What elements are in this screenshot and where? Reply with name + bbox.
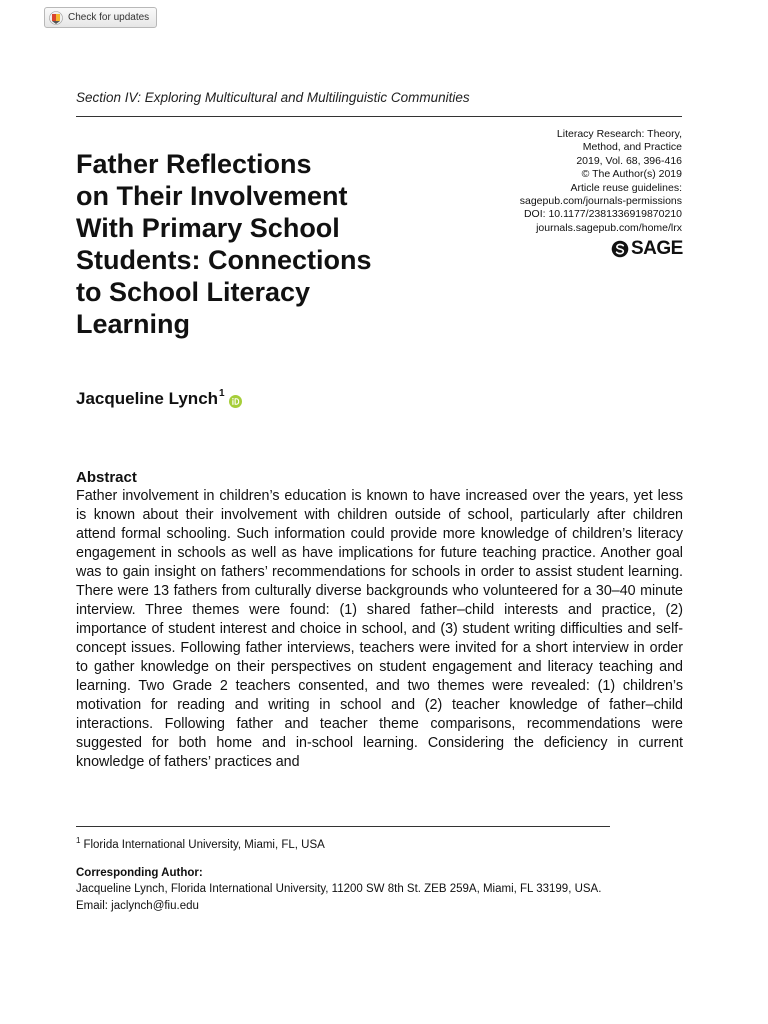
title-line: Father Reflections — [76, 149, 312, 179]
permissions-link[interactable]: sagepub.com/journals-permissions — [519, 195, 682, 208]
corresponding-author-heading: Corresponding Author: — [76, 867, 203, 879]
journal-volume: 2019, Vol. 68, 396-416 — [576, 154, 682, 167]
reuse-guidelines-label: Article reuse guidelines: — [570, 181, 682, 194]
title-line: to School Literacy — [76, 277, 311, 307]
sage-s-icon — [611, 240, 629, 258]
copyright: © The Author(s) 2019 — [581, 168, 682, 181]
journal-info — [462, 128, 682, 235]
section-header: Section IV: Exploring Multicultural and Multilinguistic Communities — [76, 90, 470, 105]
affiliation-mark: 1 — [76, 836, 81, 845]
sage-wordmark: SAGE — [631, 238, 683, 259]
sage-logo — [611, 238, 683, 260]
title-line: Students: Connections — [76, 245, 372, 275]
abstract-heading: Abstract — [76, 469, 137, 486]
journal-name-line-1: Literacy Research: Theory, — [556, 128, 682, 140]
check-for-updates-label: Check for updates — [68, 12, 150, 23]
author-line — [76, 389, 242, 409]
crossmark-icon — [49, 11, 63, 25]
abstract-text: Father involvement in children’s education is known to have increased over the years, yet less is known about their involvement with children outside of school, particularly after children attend formal schooling. Such information could provide more knowledge of children’s literacy engagement in schools as well as have implications for future teaching practice. Another goal was to gain insight on fathers’ recommendations for schools in order to assist student learning. There were 13 fathers from culturally diverse backgrounds who volunteered for a 30–40 minute interview. Three themes were found: (1) shared father–child interests and practice, (2) importance of student interest and choice in school, and (3) student writing difficulties and self-concept issues. Following father interviews, teachers were invited for a short interview in order to gather knowledge on their perspectives on student engagement and literacy teaching and learning. Two Grade 2 teachers consented, and two themes were revealed: (1) children’s motivation for reading and writing in school and (2) teacher knowledge of father–child interactions. Following father and teacher theme comparisons, recommendations were suggested for both home and in-school learning. Considering the deficiency in current knowledge of fathers’ practices and — [76, 488, 683, 770]
affiliation-footnote — [76, 836, 325, 851]
title-line: Learning — [76, 309, 191, 339]
title-line: on Their Involvement — [76, 181, 348, 211]
author-name[interactable]: Jacqueline Lynch — [76, 389, 219, 408]
journal-homepage-link[interactable]: journals.sagepub.com/home/lrx — [536, 221, 682, 234]
corresponding-author-email[interactable]: Email: jaclynch@fiu.edu — [76, 900, 199, 912]
title-line: With Primary School — [76, 213, 340, 243]
corresponding-author-address: Jacqueline Lynch, Florida International University, 11200 SW 8th St. ZEB 259A, Miami, FL 33199, USA. — [76, 883, 602, 895]
header-divider — [76, 116, 682, 117]
journal-name-line-2: Method, and Practice — [582, 141, 682, 154]
footnote-divider — [76, 826, 610, 827]
author-affiliation-mark: 1 — [219, 388, 225, 399]
doi-link[interactable]: DOI: 10.1177/2381336919870210 — [523, 208, 682, 221]
affiliation-text: Florida International University, Miami, FL, USA — [83, 838, 325, 851]
orcid-icon[interactable] — [229, 393, 242, 406]
article-title — [76, 148, 436, 340]
check-for-updates-button[interactable] — [44, 7, 157, 28]
